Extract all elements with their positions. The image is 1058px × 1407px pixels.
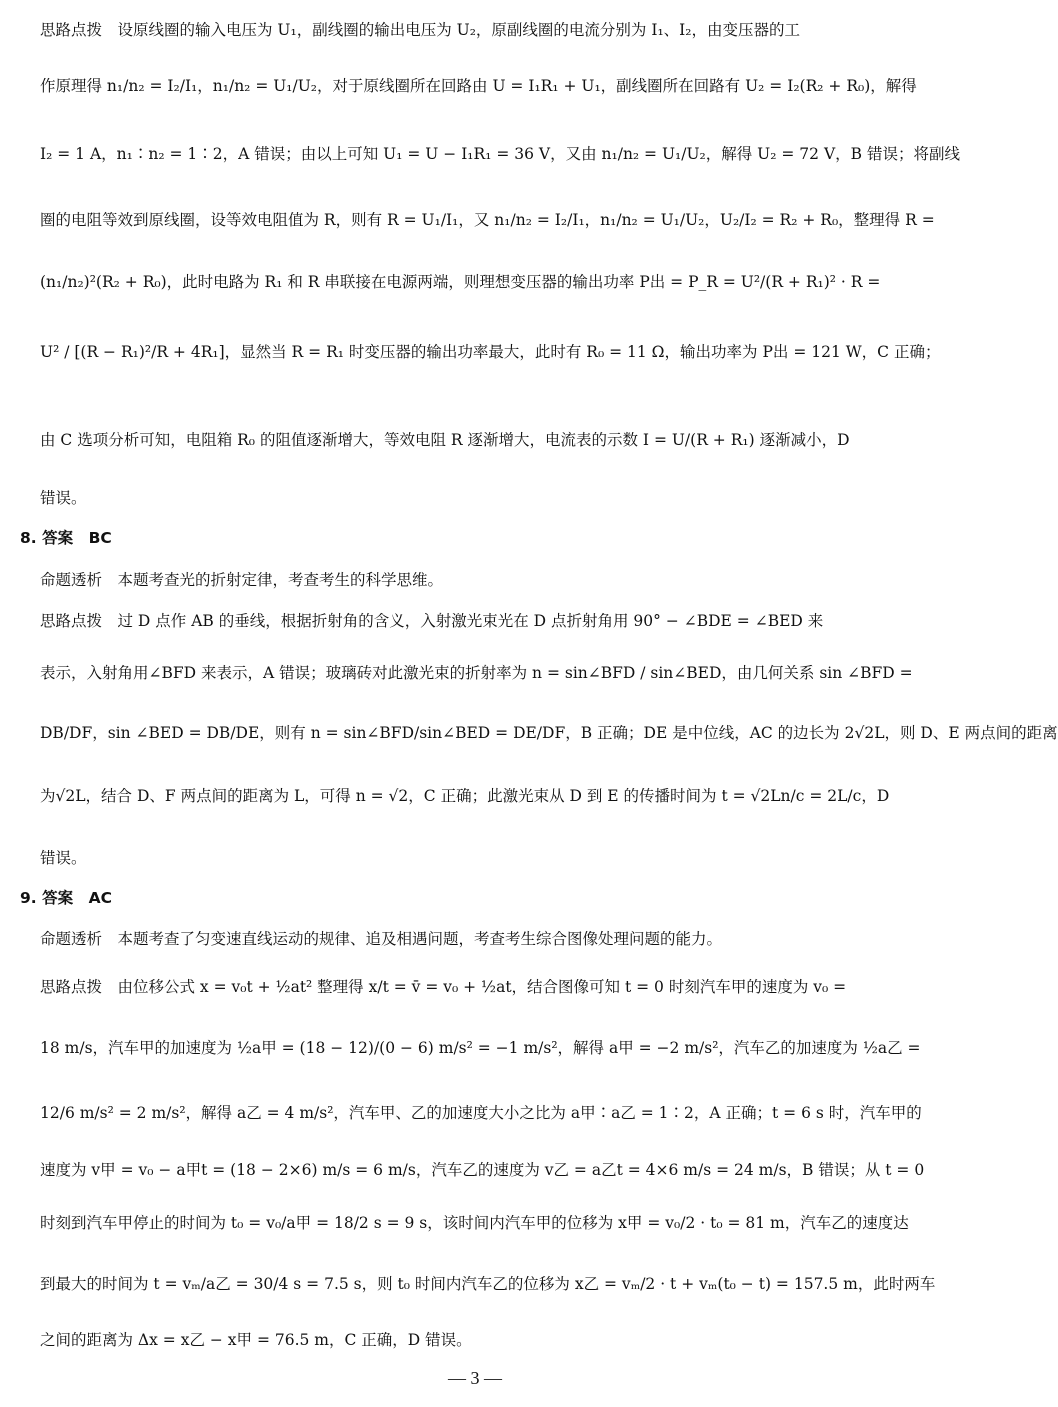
text-line: 错误。 [40, 849, 87, 867]
text-line: U² / [(R − R₁)²/R + 4R₁]，显然当 R = R₁ 时变压器的输出功率最大，此时有 R₀ = 11 Ω，输出功率为 P出 = 121 W，C 正确； [40, 343, 941, 361]
text-line: 错误。 [40, 489, 87, 507]
answer-heading-8: 8. 答案 BC [20, 529, 112, 547]
text-line: 思路点拨 设原线圈的输入电压为 U₁，副线圈的输出电压为 U₂，原副线圈的电流分别为 I₁、I₂，由变压器的工 [40, 21, 801, 39]
text-line: 表示，入射角用∠BFD 来表示，A 错误；玻璃砖对此激光束的折射率为 n = sin∠BFD / sin∠BED，由几何关系 sin ∠BFD = [40, 664, 913, 682]
text-line: 思路点拨 过 D 点作 AB 的垂线，根据折射角的含义，入射激光束光在 D 点折射角用 90° − ∠BDE = ∠BED 来 [40, 612, 824, 630]
answer-heading-9: 9. 答案 AC [20, 889, 112, 907]
text-line: DB/DF，sin ∠BED = DB/DE，则有 n = sin∠BFD/sin∠BED = DE/DF，B 正确；DE 是中位线，AC 的边长为 2√2L，则 D、E 两点间的距离 [40, 724, 1058, 742]
text-line: 命题透析 本题考查光的折射定律，考查考生的科学思维。 [40, 571, 444, 589]
text-line: 作原理得 n₁/n₂ = I₂/I₁，n₁/n₂ = U₁/U₂，对于原线圈所在回路由 U = I₁R₁ + U₁，副线圈所在回路有 U₂ = I₂(R₂ + R₀)，解得 [40, 77, 917, 95]
text-line: (n₁/n₂)²(R₂ + R₀)，此时电路为 R₁ 和 R 串联接在电源两端，则理想变压器的输出功率 P出 = P_R = U²/(R + R₁)² · R = [40, 273, 881, 291]
text-line: 由 C 选项分析可知，电阻箱 R₀ 的阻值逐渐增大，等效电阻 R 逐渐增大，电流表的示数 I = U/(R + R₁) 逐渐减小，D [40, 431, 850, 449]
text-line: I₂ = 1 A，n₁∶n₂ = 1∶2，A 错误；由以上可知 U₁ = U − I₁R₁ = 36 V，又由 n₁/n₂ = U₁/U₂，解得 U₂ = 72 V，B 错误；将副线 [40, 145, 960, 163]
text-line: 命题透析 本题考查了匀变速直线运动的规律、追及相遇问题，考查考生综合图像处理问题的能力。 [40, 930, 723, 948]
text-line: 之间的距离为 Δx = x乙 − x甲 = 76.5 m，C 正确，D 错误。 [40, 1331, 472, 1349]
text-line: 为√2L，结合 D、F 两点间的距离为 L，可得 n = √2，C 正确；此激光束从 D 到 E 的传播时间为 t = √2Ln/c = 2L/c，D [40, 787, 890, 805]
text-line: 时刻到汽车甲停止的时间为 t₀ = v₀/a甲 = 18/2 s = 9 s，该时间内汽车甲的位移为 x甲 = v₀/2 · t₀ = 81 m，汽车乙的速度达 [40, 1214, 909, 1232]
text-line: 18 m/s，汽车甲的加速度为 ½a甲 = (18 − 12)/(0 − 6) m/s² = −1 m/s²，解得 a甲 = −2 m/s²，汽车乙的加速度为 ½a乙 = [40, 1039, 921, 1057]
text-line: 到最大的时间为 t = vₘ/a乙 = 30/4 s = 7.5 s，则 t₀ 时间内汽车乙的位移为 x乙 = vₘ/2 · t + vₘ(t₀ − t) = 157.5 m，此时两车 [40, 1275, 936, 1293]
text-line: 12/6 m/s² = 2 m/s²，解得 a乙 = 4 m/s²，汽车甲、乙的加速度大小之比为 a甲∶a乙 = 1∶2，A 正确；t = 6 s 时，汽车甲的 [40, 1104, 922, 1122]
page-number: — 3 — [448, 1368, 502, 1388]
text-line: 思路点拨 由位移公式 x = v₀t + ½at² 整理得 x/t = v̄ = v₀ + ½at，结合图像可知 t = 0 时刻汽车甲的速度为 v₀ = [40, 978, 847, 996]
text-line: 圈的电阻等效到原线圈，设等效电阻值为 R，则有 R = U₁/I₁，又 n₁/n₂ = I₂/I₁，n₁/n₂ = U₁/U₂，U₂/I₂ = R₂ + R₀，整理得 R = [40, 211, 935, 229]
text-line: 速度为 v甲 = v₀ − a甲t = (18 − 2×6) m/s = 6 m/s，汽车乙的速度为 v乙 = a乙t = 4×6 m/s = 24 m/s，B 错误；从 t = 0 [40, 1161, 925, 1179]
